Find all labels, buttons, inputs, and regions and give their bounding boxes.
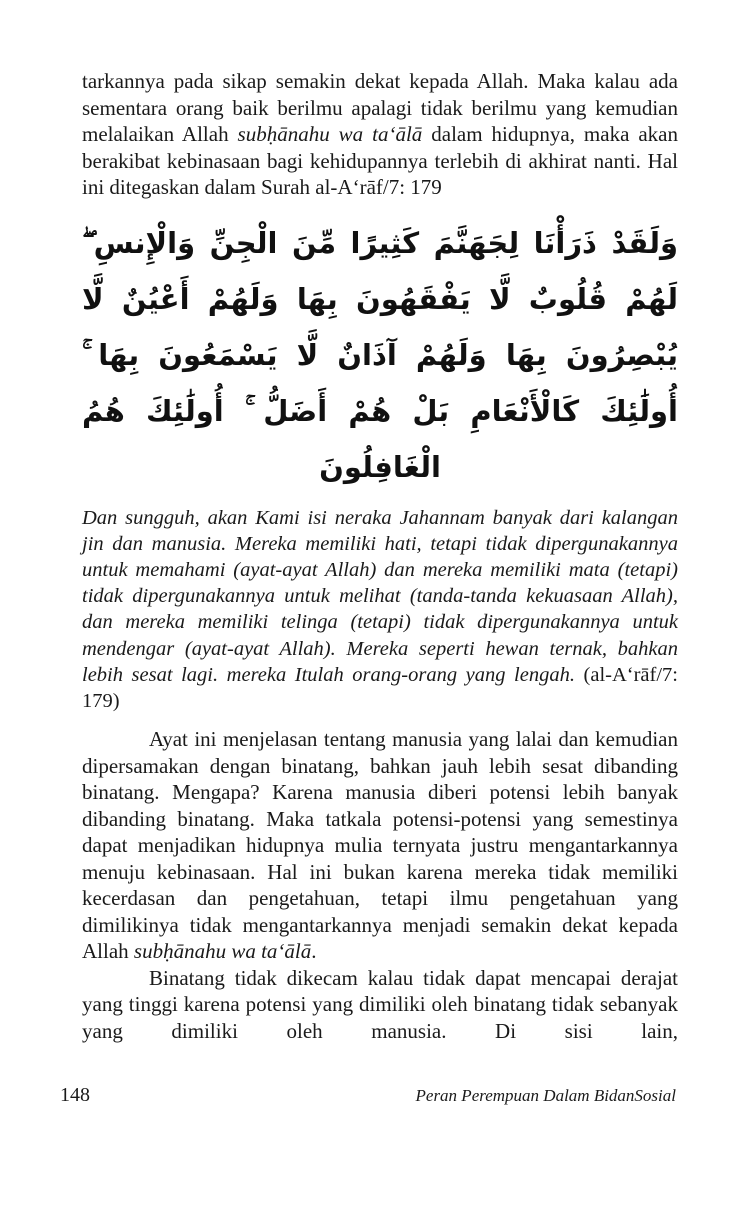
running-title: Peran Perempuan Dalam BidanSosial — [415, 1086, 676, 1105]
intro-italic-phrase: subḥānahu wa taʻālā — [237, 122, 423, 146]
intro-text-1: tarkannya pada sikap semakin dekat kepada Allah. Maka kalau ada sementara orang baik berilmu apalagi tidak berilmu yang kemudian melalaikan Allah — [82, 69, 678, 146]
arabic-verse: وَلَقَدْ ذَرَأْنَا لِجَهَنَّمَ كَثِيرًا مِّنَ الْجِنِّ وَالْإِنسِ ۖ لَهُمْ قُلُوبٌ لَّا يَفْقَهُونَ بِهَا وَلَهُمْ أَعْيُنٌ لَّا يُبْصِرُونَ بِهَا وَلَهُمْ آذَانٌ لَّا يَسْمَعُونَ بِهَا ۚ أُولَٰئِكَ كَالْأَنْعَامِ بَلْ هُمْ أَضَلُّ ۚ أُولَٰئِكَ هُمُ الْغَافِلُونَ — [82, 225, 678, 484]
translation-text: Dan sungguh, akan Kami isi neraka Jahannam banyak dari kalangan jin dan manusia. Mereka memiliki hati, tetapi tidak dipergunakannya untuk memahami (ayat-ayat Allah) dan mereka memiliki mata (tetapi) tidak dipergunakannya untuk melihat (tanda-tanda kekuasaan Allah), dan mereka memiliki telinga (tetapi) tidak dipergunakannya untuk mendengar (ayat-ayat Allah). Mereka seperti hewan ternak, bahkan lebih sesat lagi. mereka Itulah orang-orang yang lengah. — [82, 506, 678, 686]
paragraph-2-text: Ayat ini menjelasan tentang manusia yang lalai dan kemudian dipersamakan dengan binatang, bahkan jauh lebih sesat dibanding binatang. Mengapa? Karena manusia diberi potensi lebih banyak dibanding binatang. Maka tatkala potensi-potensi yang semestinya dapat menjadikan hidupnya mulia ternyata justru mengantarkannya menuju kebinasaan. Hal ini bukan karena mereka tidak memiliki kecerdasan dan pengetahuan, tetapi ilmu pengetahuan yang dimilikinya tidak mengantarkannya menjadi semakin dekat kepada Allah — [82, 727, 678, 964]
verse-translation — [82, 505, 678, 715]
intro-text-2: dalam hidupnya, maka akan berakibat kebinasaan bagi kehidupannya terlebih di akhirat nanti. Hal ini ditegaskan dalam Surah al-Aʻrāf/7: 179 — [82, 122, 678, 199]
page-number: 148 — [60, 1084, 90, 1106]
body-paragraph-3: Binatang tidak dikecam kalau tidak dapat mencapai derajat yang tinggi karena potensi yang dimiliki oleh binatang tidak sebanyak yang dimiliki oleh manusia. Di sisi lain, — [82, 965, 678, 1043]
translation-citation: (al-Aʻrāf/7: 179) — [82, 663, 678, 712]
paragraph-2-end: . — [311, 939, 317, 964]
body-paragraph-2 — [82, 726, 678, 965]
page-footer — [60, 1084, 676, 1107]
paragraph-2-italic: subḥānahu wa taʻālā — [133, 939, 312, 964]
intro-paragraph — [82, 68, 678, 201]
page-body — [82, 68, 678, 1044]
